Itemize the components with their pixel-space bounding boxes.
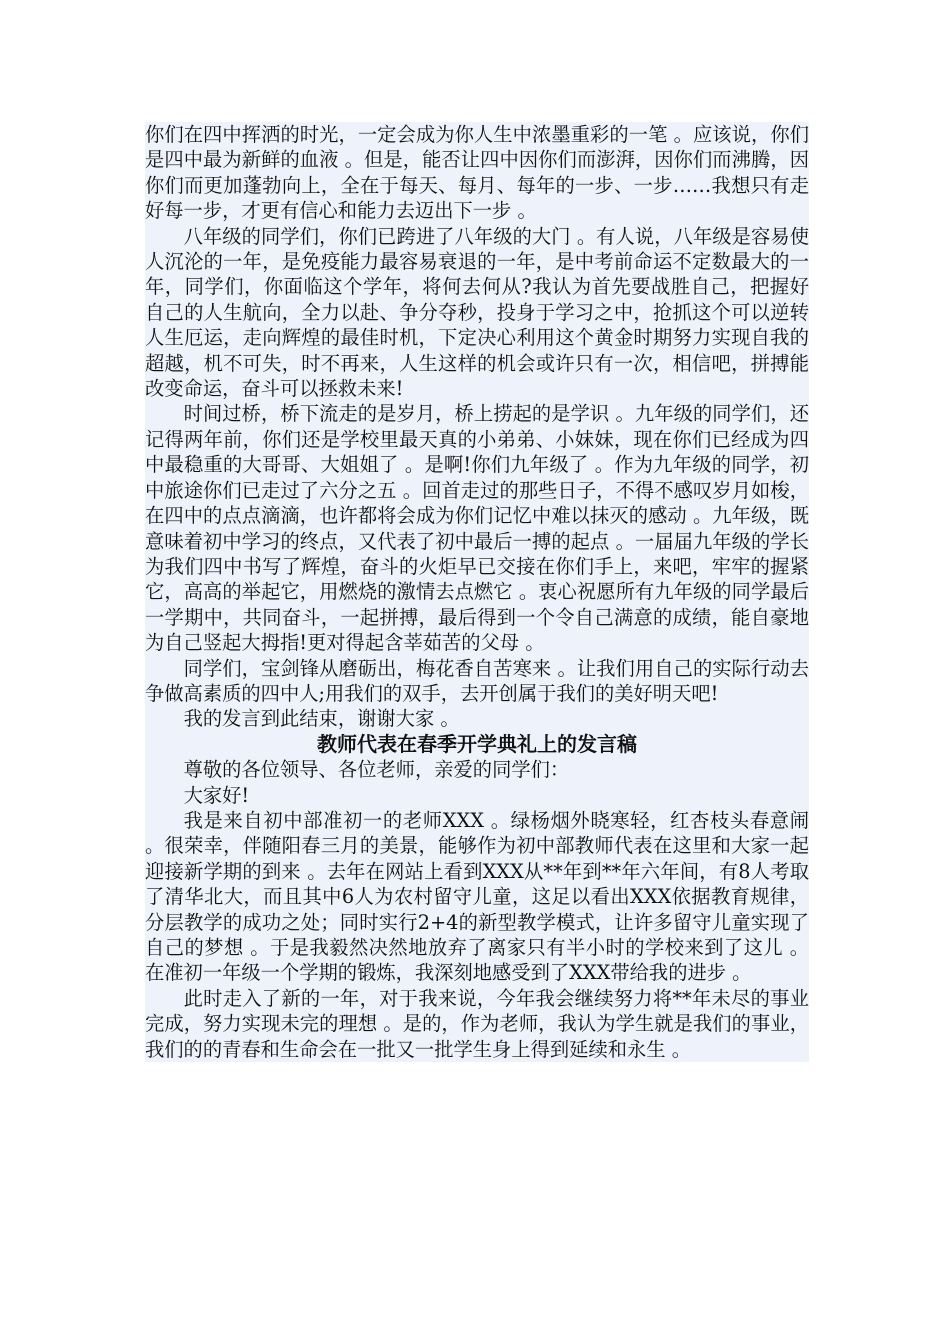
speech-title: 教师代表在春季开学典礼上的发言稿 (145, 732, 809, 757)
paragraph-grade-eight: 八年级的同学们，你们已跨进了八年级的大门 。有人说，八年级是容易使人沉沦的一年，是免疫能力最容易衰退的一年，是中考前命运不定数最大的一年，同学们，你面临这个学年，将何去何从?我认为首先要战胜自己，把握好自己的人生航向，全力以赴、争分夺秒，投身于学习之中，抢抓这个可以逆转人生厄运，走向辉煌的最佳时机，下定决心利用这个黄金时期努力实现自我的超越，机不可失，时不再来，人生这样的机会或许只有一次，相信吧，拼搏能改变命运，奋斗可以拯救未来! (145, 224, 809, 401)
document-page (145, 122, 809, 1062)
paragraph-introduction: 我是来自初中部准初一的老师XXX 。绿杨烟外晓寒轻，红杏枝头春意闹 。很荣幸，伴随阳春三月的美景，能够作为初中部教师代表在这里和大家一起迎接新学期的到来 。去年在网站上看到XXX从**年到**年六年间，有8人考取了清华北大，而且其中6人为农村留守儿童，这足以看出XXX依据教育规律，分层教学的成功之处；同时实行2+4的新型教学模式，让许多留守儿童实现了自己的梦想 。于是我毅然决然地放弃了离家只有半小时的学校来到了这儿 。在准初一年级一个学期的锻炼，我深刻地感受到了XXX带给我的进步 。 (145, 808, 809, 985)
paragraph-encouragement: 同学们，宝剑锋从磨砺出，梅花香自苦寒来 。让我们用自己的实际行动去争做高素质的四中人;用我们的双手，去开创属于我们的美好明天吧! (145, 656, 809, 705)
paragraph-salutation: 尊敬的各位领导、各位老师，亲爱的同学们： (145, 757, 809, 782)
paragraph-greeting: 大家好! (145, 783, 809, 808)
paragraph-new-year: 此时走入了新的一年，对于我来说，今年我会继续努力将**年未尽的事业完成，努力实现未完的理想 。是的，作为老师，我认为学生就是我们的事业，我们的的青春和生命会在一批又一批学生身上得到延续和永生 。 (145, 986, 809, 1061)
paragraph-continuation: 你们在四中挥洒的时光，一定会成为你人生中浓墨重彩的一笔 。应该说，你们是四中最为新鲜的血液 。但是，能否让四中因你们而澎湃，因你们而沸腾，因你们而更加蓬勃向上，全在于每天、每月、每年的一步、一步……我想只有走好每一步，才更有信心和能力去迈出下一步 。 (145, 123, 809, 223)
paragraph-closing: 我的发言到此结束，谢谢大家 。 (145, 706, 809, 731)
paragraph-grade-nine: 时间过桥，桥下流走的是岁月，桥上捞起的是学识 。九年级的同学们，还记得两年前，你们还是学校里最天真的小弟弟、小妹妹，现在你们已经成为四中最稳重的大哥哥、大姐姐了 。是啊!你们九年级了 。作为九年级的同学，初中旅途你们已走过了六分之五 。回首走过的那些日子，不得不感叹岁月如梭，在四中的点点滴滴，也许都将会成为你们记忆中难以抹灭的感动 。九年级，既意味着初中学习的终点，又代表了初中最后一搏的起点 。一届届九年级的学长为我们四中书写了辉煌，奋斗的火炬早已交接在你们手上，来吧，牢牢的握紧它，高高的举起它，用燃烧的激情去点燃它 。衷心祝愿所有九年级的同学最后一学期中，共同奋斗，一起拼搏，最后得到一个令自己满意的成绩，能自豪地为自己竖起大拇指!更对得起含莘茹苦的父母 。 (145, 402, 809, 655)
